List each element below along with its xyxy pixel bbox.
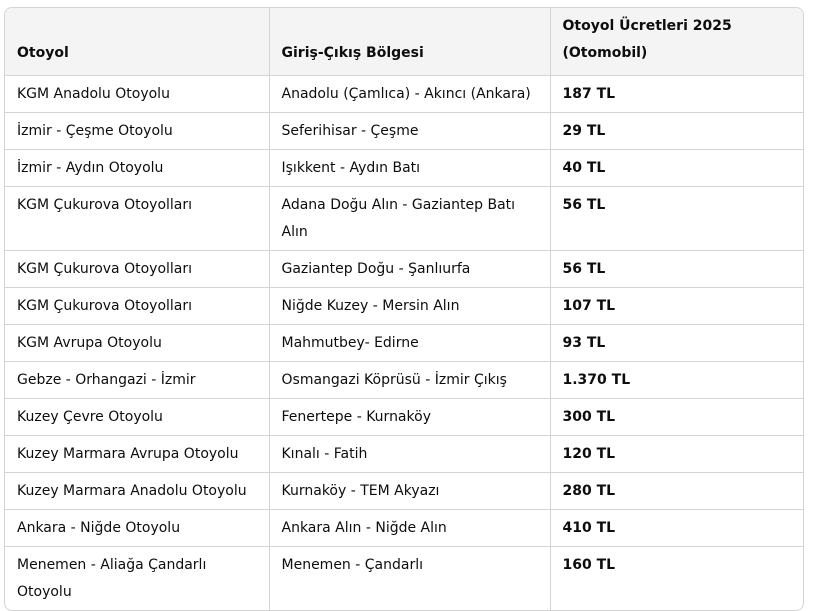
table-row: [5, 325, 803, 362]
cell-section: Osmangazi Köprüsü - İzmir Çıkış: [269, 362, 550, 399]
cell-road: KGM Anadolu Otoyolu: [5, 76, 269, 113]
cell-section: Mahmutbey- Edirne: [269, 325, 550, 362]
table-header: [5, 8, 803, 76]
table-row: [5, 362, 803, 399]
table-row: [5, 251, 803, 288]
table-row: [5, 547, 803, 611]
cell-road: Menemen - Aliağa Çandarlı Otoyolu: [5, 547, 269, 611]
cell-section: Kurnaköy - TEM Akyazı: [269, 473, 550, 510]
cell-section: Fenertepe - Kurnaköy: [269, 399, 550, 436]
table-row: [5, 113, 803, 150]
cell-section: Adana Doğu Alın - Gaziantep Batı Alın: [269, 187, 550, 251]
cell-road: Ankara - Niğde Otoyolu: [5, 510, 269, 547]
table-row: [5, 187, 803, 251]
cell-price: 40 TL: [550, 150, 803, 187]
cell-section: Gaziantep Doğu - Şanlıurfa: [269, 251, 550, 288]
cell-price: 93 TL: [550, 325, 803, 362]
cell-section: Seferihisar - Çeşme: [269, 113, 550, 150]
cell-road: KGM Çukurova Otoyolları: [5, 187, 269, 251]
cell-section: Işıkkent - Aydın Batı: [269, 150, 550, 187]
toll-table: [5, 8, 803, 610]
header-section: Giriş-Çıkış Bölgesi: [269, 8, 550, 76]
table-row: [5, 436, 803, 473]
cell-price: 120 TL: [550, 436, 803, 473]
cell-price: 56 TL: [550, 251, 803, 288]
cell-road: Kuzey Marmara Anadolu Otoyolu: [5, 473, 269, 510]
cell-price: 56 TL: [550, 187, 803, 251]
table-row: [5, 399, 803, 436]
cell-price: 410 TL: [550, 510, 803, 547]
cell-road: KGM Çukurova Otoyolları: [5, 251, 269, 288]
cell-price: 160 TL: [550, 547, 803, 611]
cell-price: 280 TL: [550, 473, 803, 510]
cell-road: Kuzey Marmara Avrupa Otoyolu: [5, 436, 269, 473]
cell-price: 1.370 TL: [550, 362, 803, 399]
cell-section: Menemen - Çandarlı: [269, 547, 550, 611]
cell-price: 300 TL: [550, 399, 803, 436]
cell-price: 29 TL: [550, 113, 803, 150]
table-row: [5, 288, 803, 325]
table-body: [5, 76, 803, 611]
cell-section: Niğde Kuzey - Mersin Alın: [269, 288, 550, 325]
cell-section: Kınalı - Fatih: [269, 436, 550, 473]
cell-road: KGM Çukurova Otoyolları: [5, 288, 269, 325]
table-row: [5, 76, 803, 113]
table-row: [5, 510, 803, 547]
header-price: Otoyol Ücretleri 2025 (Otomobil): [562, 18, 732, 61]
cell-section: Anadolu (Çamlıca) - Akıncı (Ankara): [269, 76, 550, 113]
table-row: [5, 473, 803, 510]
table-row: [5, 150, 803, 187]
cell-road: İzmir - Aydın Otoyolu: [5, 150, 269, 187]
cell-price: 187 TL: [550, 76, 803, 113]
header-row: [5, 8, 803, 76]
cell-section: Ankara Alın - Niğde Alın: [269, 510, 550, 547]
cell-road: İzmir - Çeşme Otoyolu: [5, 113, 269, 150]
cell-road: KGM Avrupa Otoyolu: [5, 325, 269, 362]
toll-table-container: [4, 7, 804, 611]
header-road: Otoyol: [5, 8, 269, 76]
cell-road: Gebze - Orhangazi - İzmir: [5, 362, 269, 399]
cell-price: 107 TL: [550, 288, 803, 325]
cell-road: Kuzey Çevre Otoyolu: [5, 399, 269, 436]
